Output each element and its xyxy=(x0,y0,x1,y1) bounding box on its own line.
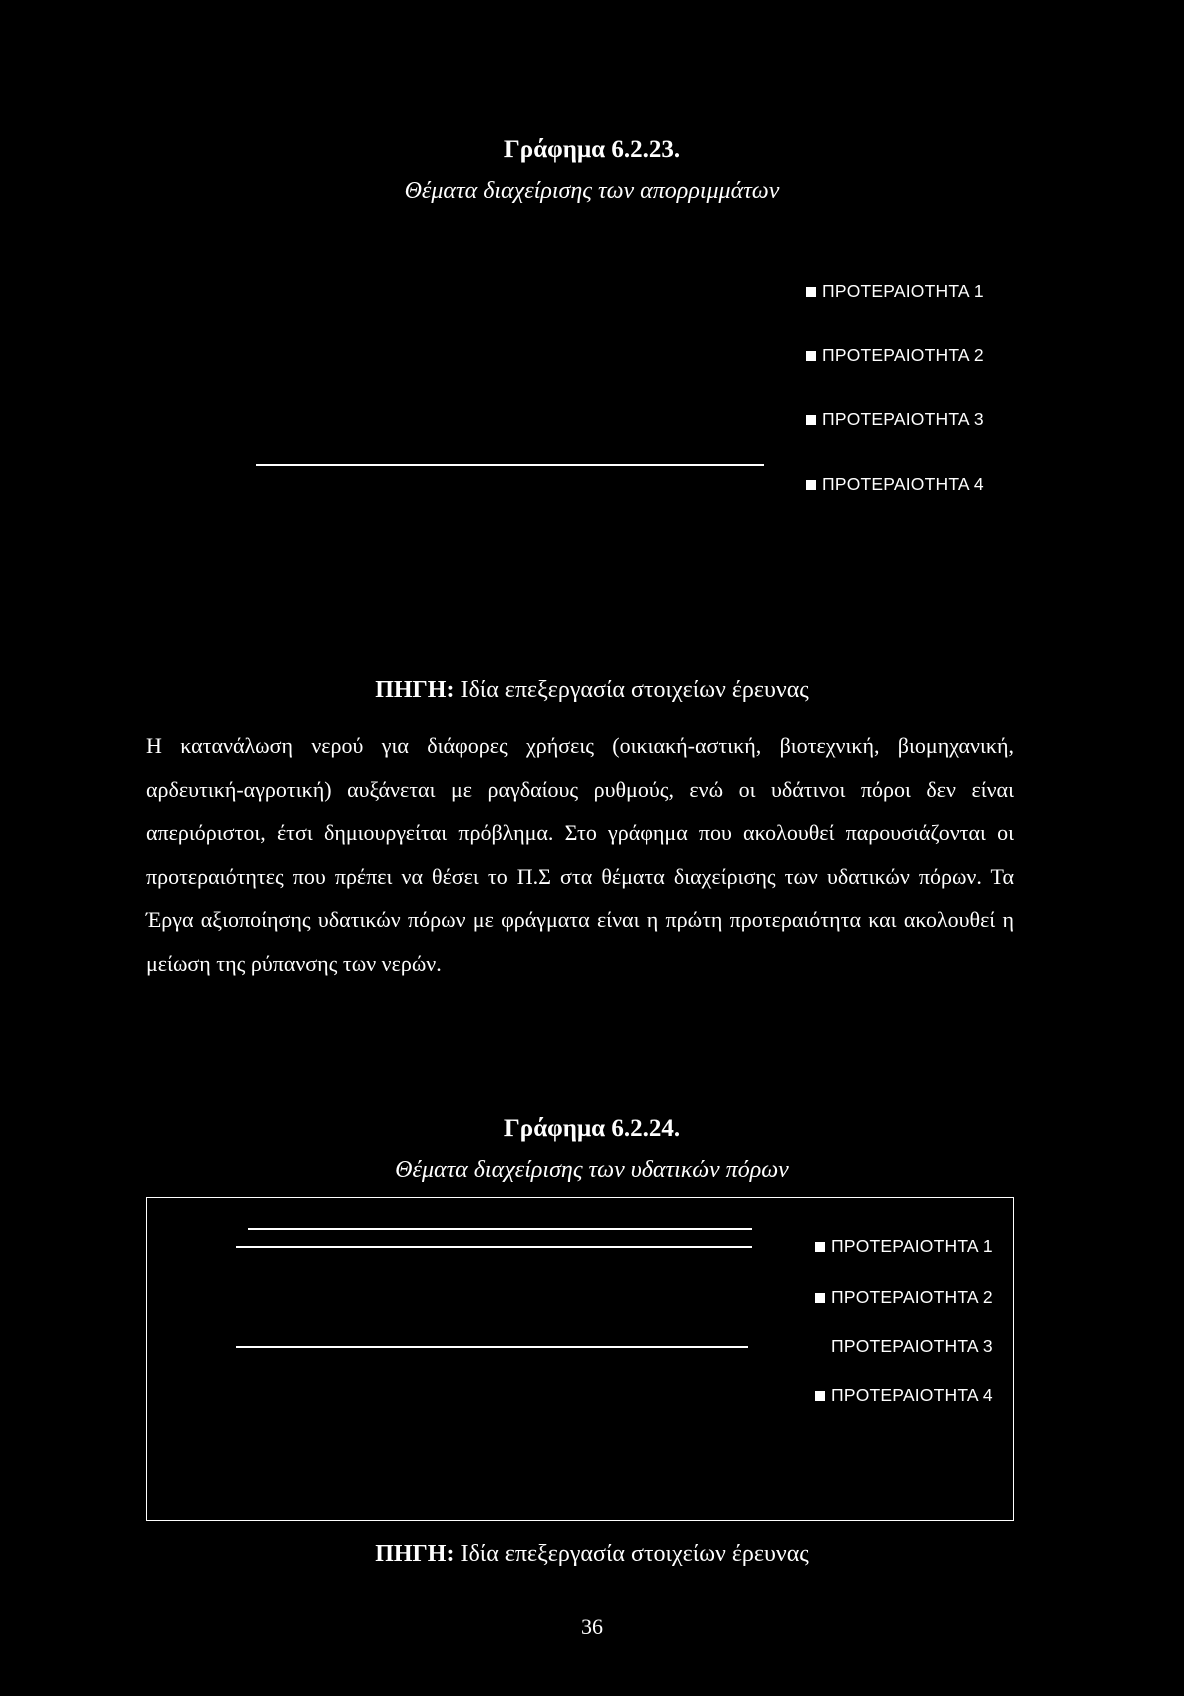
figure2-chart-line-2 xyxy=(236,1246,752,1248)
figure1-chart-line xyxy=(256,464,764,466)
legend-swatch-icon xyxy=(806,480,816,490)
figure1-legend-item-4 xyxy=(806,474,984,495)
figure1-legend-item-3 xyxy=(806,409,984,430)
legend-label: ΠΡΟΤΕΡΑΙΟΤΗΤΑ 2 xyxy=(831,1287,993,1307)
source-text: Ιδία επεξεργασία στοιχείων έρευνας xyxy=(460,1541,809,1567)
page-number: 36 xyxy=(581,1614,603,1639)
legend-swatch-icon xyxy=(815,1342,825,1352)
figure2-legend-item-3 xyxy=(815,1336,993,1357)
figure2-chart-line-3 xyxy=(236,1346,748,1348)
figure2-subtitle: Θέματα διαχείρισης των υδατικών πόρων xyxy=(395,1157,789,1183)
legend-label: ΠΡΟΤΕΡΑΙΟΤΗΤΑ 3 xyxy=(822,409,984,429)
figure2-source xyxy=(0,1541,1184,1568)
legend-label: ΠΡΟΤΕΡΑΙΟΤΗΤΑ 4 xyxy=(831,1385,993,1405)
legend-label: ΠΡΟΤΕΡΑΙΟΤΗΤΑ 2 xyxy=(822,345,984,365)
figure2-title: Γράφημα 6.2.24. xyxy=(503,1115,681,1142)
figure1-subtitle: Θέματα διαχείρισης των απορριμμάτων xyxy=(404,178,780,204)
legend-swatch-icon xyxy=(815,1242,825,1252)
legend-label: ΠΡΟΤΕΡΑΙΟΤΗΤΑ 3 xyxy=(831,1336,993,1356)
figure1-title: Γράφημα 6.2.23. xyxy=(503,136,681,163)
legend-swatch-icon xyxy=(806,415,816,425)
legend-swatch-icon xyxy=(815,1293,825,1303)
legend-label: ΠΡΟΤΕΡΑΙΟΤΗΤΑ 1 xyxy=(831,1236,993,1256)
source-text: Ιδία επεξεργασία στοιχείων έρευνας xyxy=(460,677,809,703)
figure1-legend-item-2 xyxy=(806,345,984,366)
figure1-source xyxy=(0,677,1184,704)
legend-swatch-icon xyxy=(815,1391,825,1401)
body-paragraph: Η κατανάλωση νερού για διάφορες χρήσεις (οικιακή-αστική, βιοτεχνική, βιομηχανική, αρδευτική-αγροτική) αυξάνεται με ραγδαίους ρυθμούς, ενώ οι υδάτινοι πόροι δεν είναι απεριόριστοι, έτσι δημιουργείται πρόβλημα. Στο γράφημα που ακολουθεί παρουσιάζονται οι προτεραιότητες που πρέπει να θέσει το Π.Σ στα θέματα διαχείρισης των υδατικών πόρων. Τα Έργα αξιοποίησης υδατικών πόρων με φράγματα είναι η πρώτη προτεραιότητα και ακολουθεί η μείωση της ρύπανσης των νερών. xyxy=(146,733,1014,976)
legend-label: ΠΡΟΤΕΡΑΙΟΤΗΤΑ 4 xyxy=(822,474,984,494)
figure2-legend-item-1 xyxy=(815,1236,993,1257)
source-label: ΠΗΓΗ: xyxy=(375,1541,455,1567)
figure2-legend-item-2 xyxy=(815,1287,993,1308)
figure2-legend-item-4 xyxy=(815,1385,993,1406)
legend-swatch-icon xyxy=(806,351,816,361)
source-label: ΠΗΓΗ: xyxy=(375,677,455,703)
legend-label: ΠΡΟΤΕΡΑΙΟΤΗΤΑ 1 xyxy=(822,281,984,301)
legend-swatch-icon xyxy=(806,287,816,297)
figure2-chart-line-1 xyxy=(248,1228,752,1230)
figure1-legend-item-1 xyxy=(806,281,984,302)
